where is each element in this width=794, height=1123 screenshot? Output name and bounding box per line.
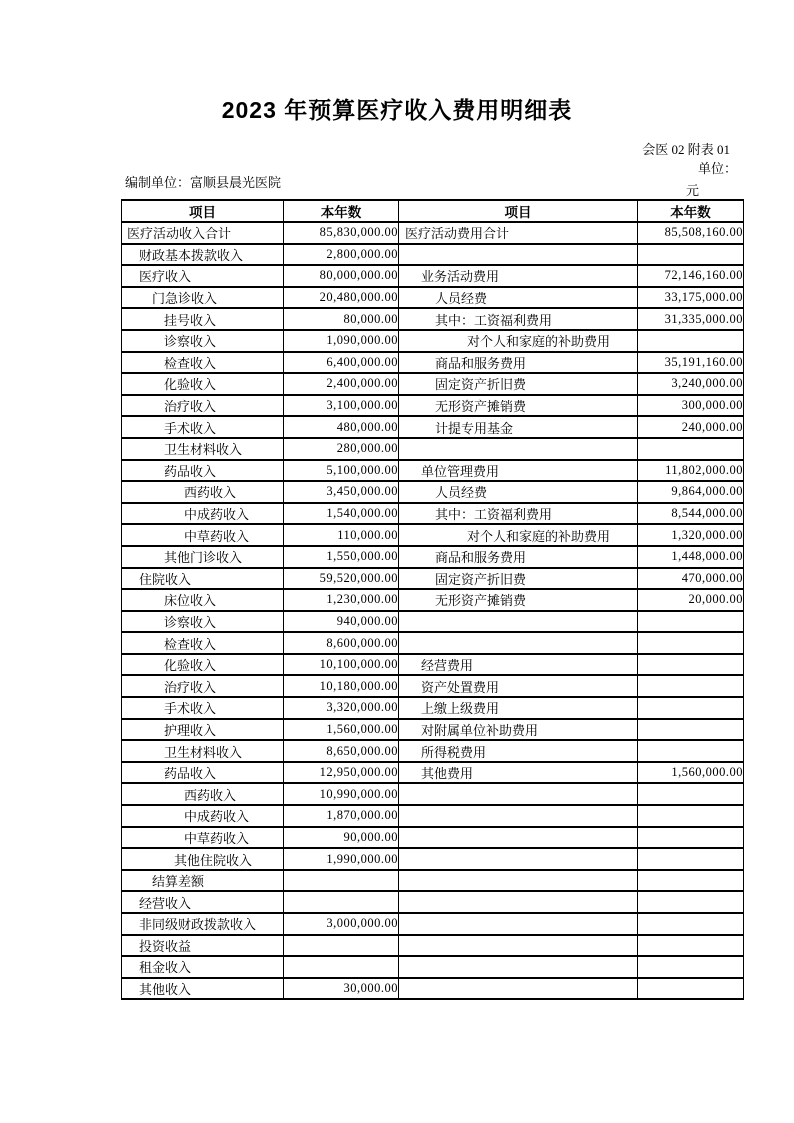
expense-amount-cell: 1,560,000.00 <box>638 762 744 784</box>
expense-amount-cell: 31,335,000.00 <box>638 308 744 330</box>
table-row <box>122 460 744 482</box>
expense-amount-cell: 8,544,000.00 <box>638 503 744 525</box>
table-row <box>122 913 744 935</box>
table-row <box>122 827 744 849</box>
expense-item-cell <box>399 632 638 654</box>
income-item-cell: 门急诊收入 <box>122 287 284 309</box>
expense-amount-cell <box>638 244 744 266</box>
income-amount-cell: 3,320,000.00 <box>284 697 399 719</box>
income-amount-cell: 8,650,000.00 <box>284 740 399 762</box>
expense-item-cell: 无形资产摊销费 <box>399 395 638 417</box>
income-amount-cell: 940,000.00 <box>284 611 399 633</box>
expense-item-cell <box>399 891 638 913</box>
table-row <box>122 438 744 460</box>
expense-item-cell: 经营费用 <box>399 654 638 676</box>
expense-amount-cell <box>638 438 744 460</box>
income-amount-cell: 12,950,000.00 <box>284 762 399 784</box>
table-row <box>122 395 744 417</box>
income-amount-cell: 80,000.00 <box>284 308 399 330</box>
income-amount-cell: 1,230,000.00 <box>284 589 399 611</box>
expense-amount-cell <box>638 740 744 762</box>
expense-amount-cell: 300,000.00 <box>638 395 744 417</box>
table-row <box>122 956 744 978</box>
income-item-cell: 租金收入 <box>122 956 284 978</box>
income-amount-cell: 10,180,000.00 <box>284 675 399 697</box>
expense-item-cell: 固定资产折旧费 <box>399 568 638 590</box>
expense-item-cell: 其中：工资福利费用 <box>399 308 638 330</box>
table-row <box>122 265 744 287</box>
table-row <box>122 611 744 633</box>
expense-amount-cell: 3,240,000.00 <box>638 373 744 395</box>
income-item-cell: 药品收入 <box>122 460 284 482</box>
table-row <box>122 719 744 741</box>
expense-amount-cell <box>638 848 744 870</box>
header-income-item: 项目 <box>122 200 284 222</box>
income-item-cell: 其他门诊收入 <box>122 546 284 568</box>
income-item-cell: 中草药收入 <box>122 524 284 546</box>
expense-amount-cell <box>638 956 744 978</box>
expense-item-cell: 上缴上级费用 <box>399 697 638 719</box>
table-row <box>122 632 744 654</box>
table-row <box>122 524 744 546</box>
income-item-cell: 挂号收入 <box>122 308 284 330</box>
table-row <box>122 244 744 266</box>
expense-amount-cell <box>638 654 744 676</box>
table-row <box>122 697 744 719</box>
income-item-cell: 护理收入 <box>122 719 284 741</box>
income-item-cell: 治疗收入 <box>122 395 284 417</box>
income-item-cell: 中成药收入 <box>122 805 284 827</box>
income-amount-cell: 30,000.00 <box>284 978 399 1000</box>
table-row <box>122 222 744 244</box>
income-amount-cell: 1,560,000.00 <box>284 719 399 741</box>
expense-item-cell <box>399 913 638 935</box>
prepared-by-value: 富顺县晨光医院 <box>190 175 282 190</box>
table-row <box>122 546 744 568</box>
income-amount-cell: 1,990,000.00 <box>284 848 399 870</box>
expense-amount-cell <box>638 697 744 719</box>
income-amount-cell: 2,800,000.00 <box>284 244 399 266</box>
table-row <box>122 287 744 309</box>
expense-item-cell: 其他费用 <box>399 762 638 784</box>
table-row <box>122 373 744 395</box>
table-row <box>122 891 744 913</box>
table-row <box>122 762 744 784</box>
income-item-cell: 检查收入 <box>122 632 284 654</box>
income-item-cell: 化验收入 <box>122 654 284 676</box>
expense-item-cell: 固定资产折旧费 <box>399 373 638 395</box>
budget-table <box>121 199 744 1000</box>
expense-item-cell: 单位管理费用 <box>399 460 638 482</box>
expense-item-cell: 医疗活动费用合计 <box>399 222 638 244</box>
expense-item-cell <box>399 244 638 266</box>
income-item-cell: 卫生材料收入 <box>122 438 284 460</box>
income-amount-cell: 1,550,000.00 <box>284 546 399 568</box>
expense-item-cell <box>399 956 638 978</box>
expense-item-cell <box>399 848 638 870</box>
expense-item-cell: 商品和服务费用 <box>399 352 638 374</box>
expense-amount-cell: 85,508,160.00 <box>638 222 744 244</box>
expense-amount-cell: 1,448,000.00 <box>638 546 744 568</box>
expense-item-cell <box>399 870 638 892</box>
header-income-amount: 本年数 <box>284 200 399 222</box>
income-item-cell: 治疗收入 <box>122 675 284 697</box>
expense-item-cell: 对个人和家庭的补助费用 <box>399 524 638 546</box>
income-amount-cell: 10,100,000.00 <box>284 654 399 676</box>
expense-amount-cell <box>638 330 744 352</box>
expense-item-cell <box>399 827 638 849</box>
table-row <box>122 481 744 503</box>
income-amount-cell: 80,000,000.00 <box>284 265 399 287</box>
income-amount-cell: 280,000.00 <box>284 438 399 460</box>
page-title: 2023 年预算医疗收入费用明细表 <box>221 97 573 123</box>
income-item-cell: 中草药收入 <box>122 827 284 849</box>
income-amount-cell: 3,100,000.00 <box>284 395 399 417</box>
expense-amount-cell: 35,191,160.00 <box>638 352 744 374</box>
income-amount-cell: 90,000.00 <box>284 827 399 849</box>
expense-item-cell: 人员经费 <box>399 287 638 309</box>
expense-amount-cell: 240,000.00 <box>638 416 744 438</box>
expense-amount-cell <box>638 827 744 849</box>
expense-amount-cell <box>638 870 744 892</box>
prepared-by <box>125 172 281 191</box>
prepared-by-label: 编制单位： <box>125 175 191 190</box>
expense-amount-cell: 470,000.00 <box>638 568 744 590</box>
expense-amount-cell <box>638 611 744 633</box>
expense-amount-cell <box>638 632 744 654</box>
income-item-cell: 西药收入 <box>122 481 284 503</box>
table-row <box>122 352 744 374</box>
income-item-cell: 药品收入 <box>122 762 284 784</box>
table-row <box>122 416 744 438</box>
table-header-row <box>122 200 744 222</box>
income-item-cell: 检查收入 <box>122 352 284 374</box>
table-row <box>122 503 744 525</box>
expense-amount-cell <box>638 675 744 697</box>
expense-item-cell <box>399 611 638 633</box>
income-amount-cell: 8,600,000.00 <box>284 632 399 654</box>
expense-item-cell: 商品和服务费用 <box>399 546 638 568</box>
income-amount-cell: 3,450,000.00 <box>284 481 399 503</box>
income-item-cell: 手术收入 <box>122 697 284 719</box>
table-row <box>122 783 744 805</box>
income-amount-cell: 20,480,000.00 <box>284 287 399 309</box>
expense-amount-cell: 11,802,000.00 <box>638 460 744 482</box>
expense-amount-cell <box>638 719 744 741</box>
expense-amount-cell: 72,146,160.00 <box>638 265 744 287</box>
table-row <box>122 675 744 697</box>
expense-item-cell <box>399 438 638 460</box>
unit-value: 元 <box>685 183 699 198</box>
income-amount-cell: 10,990,000.00 <box>284 783 399 805</box>
income-item-cell: 住院收入 <box>122 568 284 590</box>
income-item-cell: 医疗活动收入合计 <box>122 222 284 244</box>
expense-amount-cell: 1,320,000.00 <box>638 524 744 546</box>
income-item-cell: 中成药收入 <box>122 503 284 525</box>
expense-item-cell: 所得税费用 <box>399 740 638 762</box>
table-row <box>122 654 744 676</box>
expense-item-cell: 对个人和家庭的补助费用 <box>399 330 638 352</box>
income-amount-cell: 85,830,000.00 <box>284 222 399 244</box>
expense-item-cell: 其中：工资福利费用 <box>399 503 638 525</box>
table-row <box>122 935 744 957</box>
income-amount-cell: 480,000.00 <box>284 416 399 438</box>
table-row <box>122 870 744 892</box>
income-item-cell: 经营收入 <box>122 891 284 913</box>
unit-label: 单位： <box>697 161 737 176</box>
table-row <box>122 805 744 827</box>
expense-amount-cell <box>638 913 744 935</box>
expense-item-cell <box>399 783 638 805</box>
expense-item-cell: 业务活动费用 <box>399 265 638 287</box>
income-amount-cell: 5,100,000.00 <box>284 460 399 482</box>
income-item-cell: 诊察收入 <box>122 330 284 352</box>
income-item-cell: 其他住院收入 <box>122 848 284 870</box>
income-item-cell: 非同级财政拨款收入 <box>122 913 284 935</box>
expense-item-cell <box>399 935 638 957</box>
income-item-cell: 结算差额 <box>122 870 284 892</box>
expense-amount-cell: 33,175,000.00 <box>638 287 744 309</box>
table-row <box>122 308 744 330</box>
expense-item-cell: 对附属单位补助费用 <box>399 719 638 741</box>
header-expense-amount: 本年数 <box>638 200 744 222</box>
header-expense-item: 项目 <box>399 200 638 222</box>
income-amount-cell: 1,870,000.00 <box>284 805 399 827</box>
income-item-cell: 投资收益 <box>122 935 284 957</box>
expense-item-cell: 计提专用基金 <box>399 416 638 438</box>
expense-item-cell <box>399 805 638 827</box>
expense-item-cell: 资产处置费用 <box>399 675 638 697</box>
expense-amount-cell: 9,864,000.00 <box>638 481 744 503</box>
doc-number: 会医 02 附表 01 <box>642 142 730 157</box>
income-amount-cell: 3,000,000.00 <box>284 913 399 935</box>
income-amount-cell <box>284 870 399 892</box>
income-item-cell: 床位收入 <box>122 589 284 611</box>
table-row <box>122 330 744 352</box>
income-amount-cell <box>284 935 399 957</box>
expense-amount-cell <box>638 783 744 805</box>
income-amount-cell: 110,000.00 <box>284 524 399 546</box>
income-item-cell: 医疗收入 <box>122 265 284 287</box>
income-item-cell: 诊察收入 <box>122 611 284 633</box>
expense-amount-cell <box>638 891 744 913</box>
expense-amount-cell <box>638 935 744 957</box>
income-amount-cell: 59,520,000.00 <box>284 568 399 590</box>
table-row <box>122 978 744 1000</box>
expense-item-cell <box>399 978 638 1000</box>
table-row <box>122 740 744 762</box>
income-amount-cell <box>284 891 399 913</box>
expense-amount-cell <box>638 805 744 827</box>
income-amount-cell <box>284 956 399 978</box>
income-item-cell: 财政基本拨款收入 <box>122 244 284 266</box>
income-amount-cell: 1,090,000.00 <box>284 330 399 352</box>
expense-amount-cell <box>638 978 744 1000</box>
income-item-cell: 卫生材料收入 <box>122 740 284 762</box>
income-amount-cell: 2,400,000.00 <box>284 373 399 395</box>
income-item-cell: 化验收入 <box>122 373 284 395</box>
expense-item-cell: 人员经费 <box>399 481 638 503</box>
income-amount-cell: 6,400,000.00 <box>284 352 399 374</box>
income-item-cell: 西药收入 <box>122 783 284 805</box>
income-amount-cell: 1,540,000.00 <box>284 503 399 525</box>
income-item-cell: 手术收入 <box>122 416 284 438</box>
budget-table-body <box>122 222 744 999</box>
expense-amount-cell: 20,000.00 <box>638 589 744 611</box>
income-item-cell: 其他收入 <box>122 978 284 1000</box>
table-row <box>122 568 744 590</box>
expense-item-cell: 无形资产摊销费 <box>399 589 638 611</box>
table-row <box>122 848 744 870</box>
table-row <box>122 589 744 611</box>
